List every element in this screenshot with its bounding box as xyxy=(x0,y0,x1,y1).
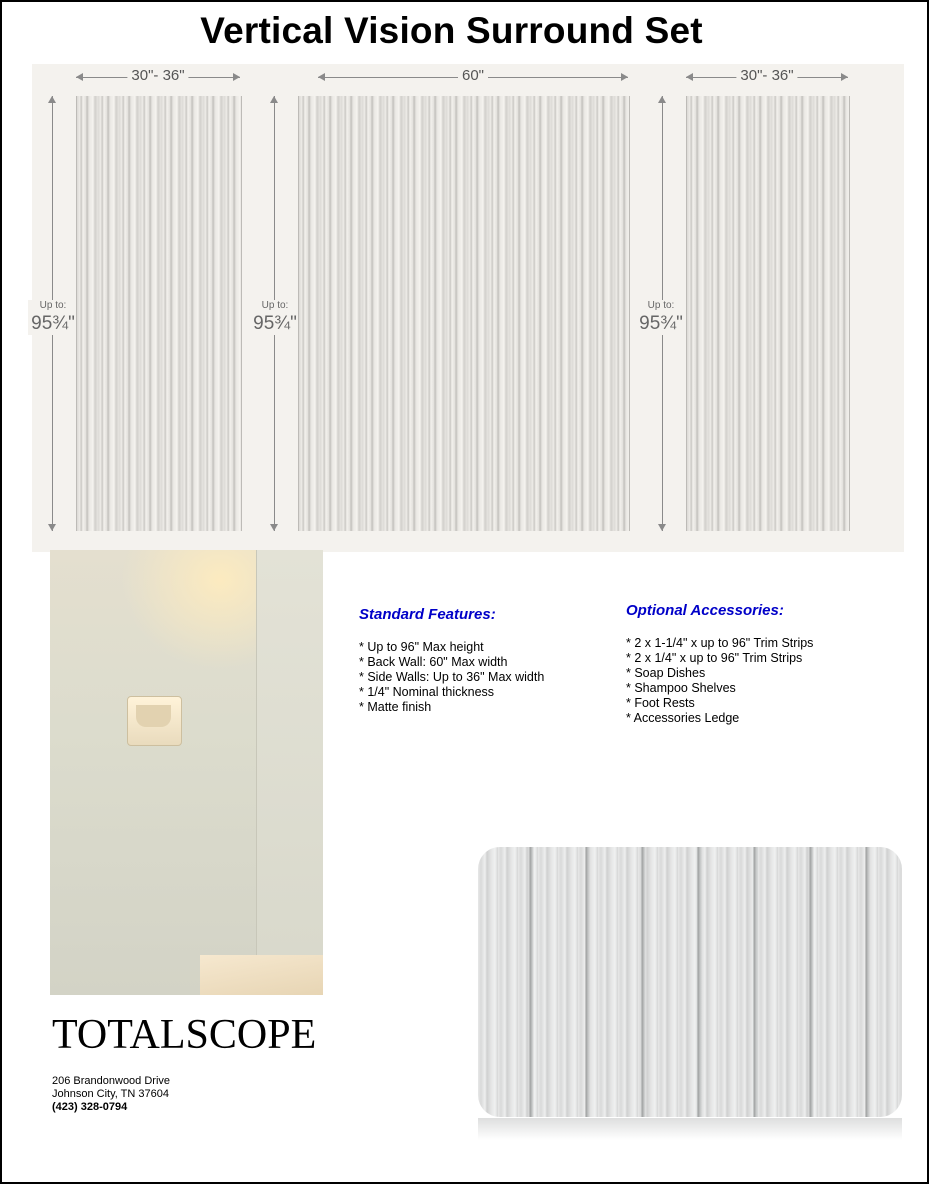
center-width-label: 60" xyxy=(458,67,488,84)
page-title: Vertical Vision Surround Set xyxy=(200,10,703,51)
right-height-label: Up to: 95¾" xyxy=(636,300,686,335)
texture-swatch xyxy=(478,847,902,1117)
address-line-2: Johnson City, TN 37604 xyxy=(52,1088,169,1100)
totalscope-logo xyxy=(52,1011,316,1059)
company-address xyxy=(52,1075,170,1114)
accessory-item: * 2 x 1/4" x up to 96" Trim Strips xyxy=(626,651,803,665)
feature-item: * 1/4" Nominal thickness xyxy=(359,685,495,699)
standard-features-section xyxy=(359,606,544,715)
feature-item: * Up to 96" Max height xyxy=(359,640,484,654)
center-width-dimension xyxy=(318,67,628,84)
installed-shower-photo xyxy=(50,550,323,995)
back-wall-panel xyxy=(298,96,630,531)
left-width-label: 30"- 36" xyxy=(127,67,188,84)
standard-features-title: Standard Features: xyxy=(359,606,496,623)
right-side-panel xyxy=(686,96,850,531)
accessory-item: * Shampoo Shelves xyxy=(626,681,736,695)
accessory-item: * Foot Rests xyxy=(626,696,695,710)
accessory-item: * Accessories Ledge xyxy=(626,711,740,725)
address-line-1: 206 Brandonwood Drive xyxy=(52,1075,171,1087)
feature-item: * Matte finish xyxy=(359,700,432,714)
center-height-label: Up to: 95¾" xyxy=(250,300,300,335)
feature-item: * Back Wall: 60" Max width xyxy=(359,655,508,669)
optional-accessories-title: Optional Accessories: xyxy=(626,602,784,619)
optional-accessories-section xyxy=(626,602,813,726)
left-width-dimension xyxy=(76,67,240,84)
accessory-item: * 2 x 1-1/4" x up to 96" Trim Strips xyxy=(626,636,814,650)
accessory-item: * Soap Dishes xyxy=(626,666,706,680)
left-height-label: Up to: 95¾" xyxy=(28,300,78,335)
logo-text: TOTALSCOPE xyxy=(52,1012,317,1058)
feature-item: * Side Walls: Up to 36" Max width xyxy=(359,670,545,684)
phone-number: (423) 328-0794 xyxy=(52,1101,128,1113)
right-width-label: 30"- 36" xyxy=(736,67,797,84)
right-width-dimension xyxy=(686,67,848,84)
soap-dish-image xyxy=(127,696,182,746)
left-side-panel xyxy=(76,96,242,531)
swatch-reflection xyxy=(478,1118,902,1140)
